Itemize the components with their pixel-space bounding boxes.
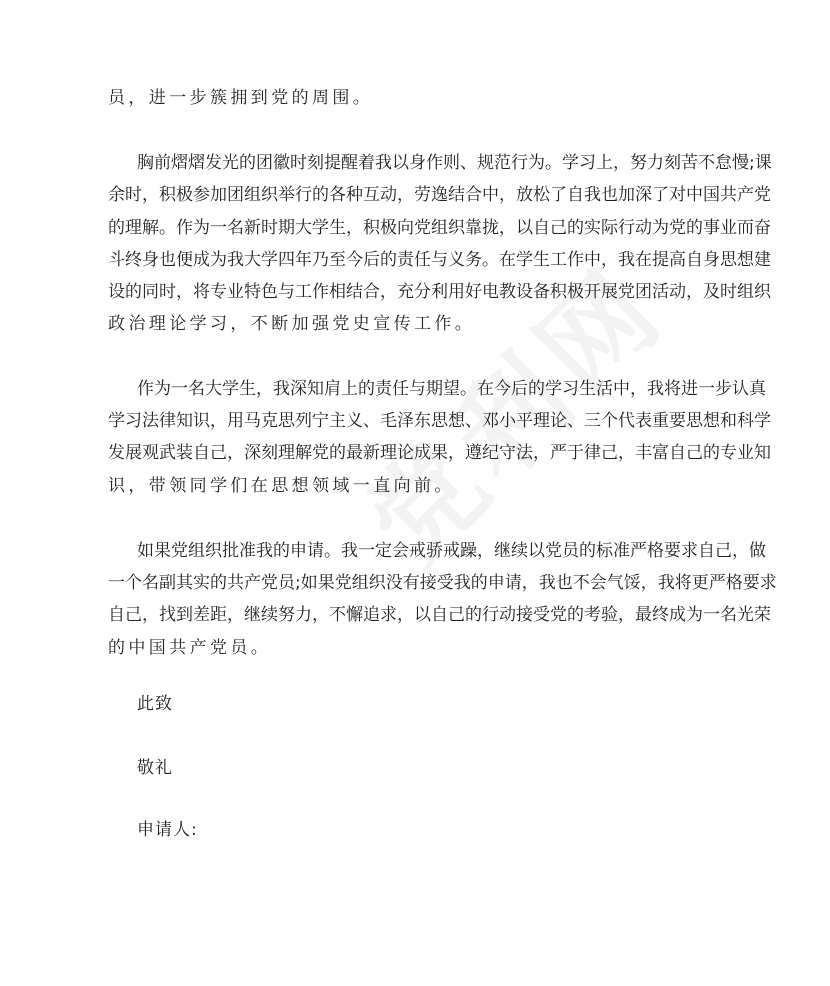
text-line: 识，带领同学们在思想领域一直向前。 — [108, 476, 455, 496]
text-line: 余时，积极参加团组织举行的各种互动，劳逸结合中，放松了自我也加深了对中国共产党 — [108, 185, 771, 205]
closing-salutation: 此致 — [137, 694, 173, 714]
text-line: 员，进一步簇拥到党的周围。 — [108, 88, 374, 108]
applicant-label: 申请人: — [137, 820, 198, 840]
text-line: 的中国共产党员。 — [108, 638, 272, 658]
text-line: 胸前熠熠发光的团徽时刻提醒着我以身作则、规范行为。学习上，努力刻苦不怠慢;课 — [137, 153, 772, 173]
text-line: 设的同时，将专业特色与工作相结合，充分利用好电教设备积极开展党团活动，及时组织 — [108, 282, 771, 302]
text-line: 斗终身也便成为我大学四年乃至今后的责任与义务。在学生工作中，我在提高自身思想建 — [108, 250, 771, 270]
text-line: 的理解。作为一名新时期大学生，积极向党组织靠拢，以自己的实际行动为党的事业而奋 — [108, 218, 771, 238]
text-line: 政治理论学习，不断加强党史宣传工作。 — [108, 314, 476, 334]
text-line: 学习法律知识，用马克思列宁主义、毛泽东思想、邓小平理论、三个代表重要思想和科学 — [108, 411, 771, 431]
closing-regards: 敬礼 — [137, 758, 173, 778]
text-line: 作为一名大学生，我深知肩上的责任与期望。在今后的学习生活中，我将进一步认真 — [137, 379, 766, 399]
text-line: 发展观武装自己，深刻理解党的最新理论成果，遵纪守法，严于律己，丰富自己的专业知 — [108, 443, 771, 463]
text-line: 自己，找到差距，继续努力，不懈追求，以自己的行动接受党的考验，最终成为一名光荣 — [108, 605, 771, 625]
text-line: 如果党组织批准我的申请。我一定会戒骄戒躁，继续以党员的标准严格要求自己，做 — [137, 541, 766, 561]
text-line: 一个名副其实的共产党员;如果党组织没有接受我的申请，我也不会气馁，我将更严格要求 — [108, 573, 777, 593]
